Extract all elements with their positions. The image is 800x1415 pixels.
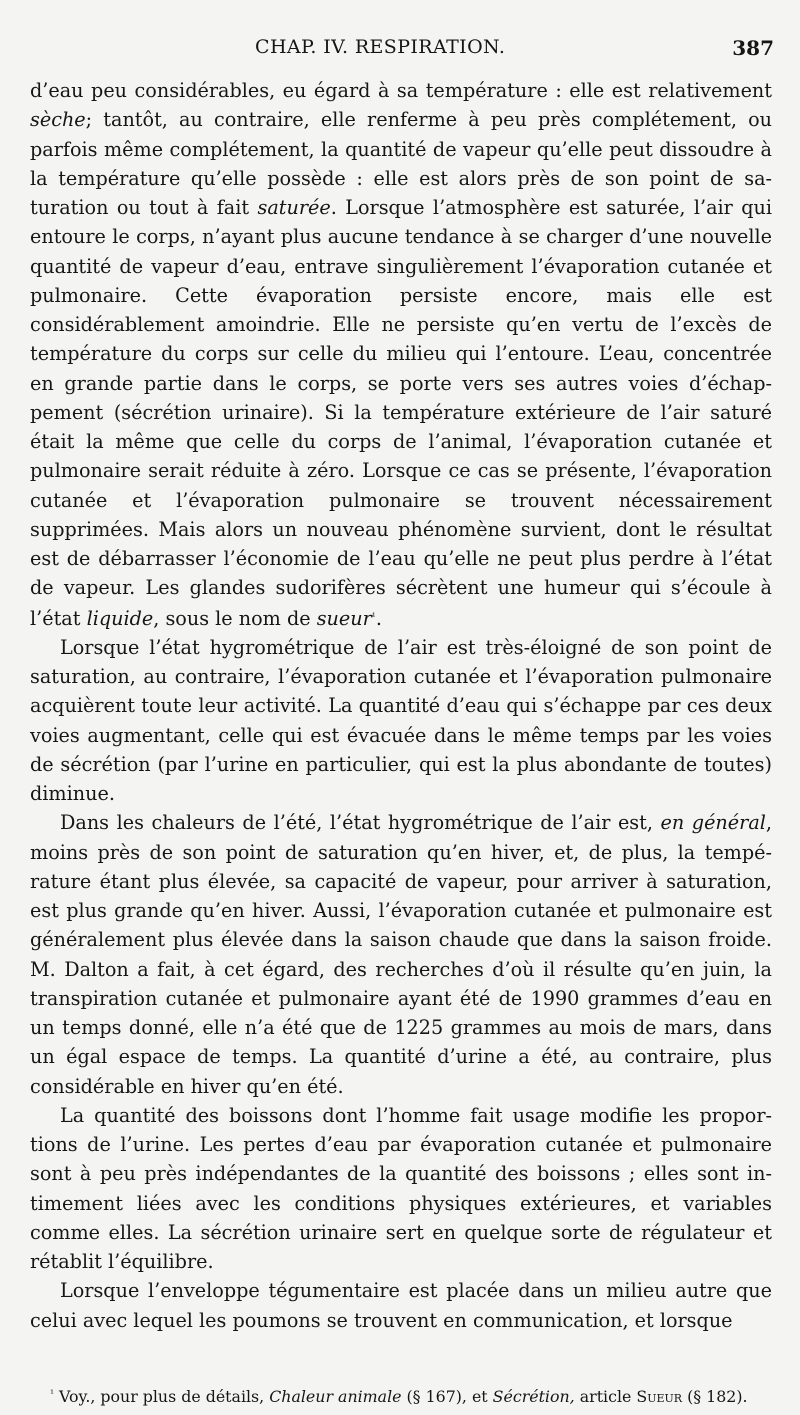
footnote-text-e: article xyxy=(574,1387,637,1406)
paragraph-1-text-e: . Lorsque l’atmosphère est saturée, l’air qui entoure le corps, n’ayant plus aucune tendance à se charger d’une nouvelle quantité de vapeur d’eau, entrave singulièrement l’évaporation cutanée et pulmonaire. Cette évaporation persiste encore, mais elle est considérablement amoindrie. Elle ne persiste qu’en vertu de l’excès de température du corps sur celle du milieu qui l’entoure. L’eau, concentrée en grande partie dans le corps, se porte vers ses autres voies d’échappement (sécrétion urinaire). Si la température extérieure de l’air saturé était la même que celle du corps de l’animal, l’évaporation cutanée et pulmonaire serait réduite à zéro. Lorsque ce cas se présente, l’évaporation cutanée et l’évaporation pulmonaire se trouvent nécessairement supprimées. Mais alors un nouveau phénomène survient, dont le résultat est de débarrasser l’économie de l’eau qu’elle ne peut plus perdre à l’état de vapeur. Les glandes sudorifères sécrètent une humeur qui s’écoule à l’état xyxy=(30,196,773,630)
paragraph-3 xyxy=(30,808,772,1101)
page-header xyxy=(0,30,800,64)
paragraph-3-text-a: Dans les chaleurs de l’été, l’état hygrométrique de l’air est, xyxy=(60,811,661,835)
paragraph-3-text-c: , moins près de son point de saturation qu’en hiver, et, de plus, la température étant plus élevée, sa capacité de vapeur, pour arriver à saturation, est plus grande qu’en hiver. Aussi, l’évaporation cutanée et pulmonaire est généralement plus élevée dans la saison chaude que dans la saison froide. M. Dalton a fait, à cet égard, des recherches d’où il résulte qu’en juin, la transpiration cutanée et pulmonaire ayant été de 1990 grammes d’eau en un temps donné, elle n’a été que de 1225 grammes au mois de mars, dans un égal espace de temps. La quantité d’urine a été, au contraire, plus considérable en hiver qu’en été. xyxy=(30,811,773,1098)
footnote-italic-secretion: Sécrétion, xyxy=(492,1387,575,1406)
italic-saturee: saturée xyxy=(257,196,331,219)
page-number: 387 xyxy=(732,36,774,60)
paragraph-1-text-c: ; tantôt, au contraire, elle renferme à peu près complétement, ou parfois même complétement, la quantité de vapeur qu’elle peut dissoudre à la température qu’elle possède : elle est alors près de son point de saturation ou tout à fait xyxy=(30,108,772,219)
main-text xyxy=(30,76,772,1335)
paragraph-5: Lorsque l’enveloppe tégumentaire est placée dans un milieu autre que celui avec lequel les poumons se trouvent en communication, et lorsque xyxy=(30,1279,772,1332)
paragraph-1 xyxy=(30,76,772,633)
footnote-reference-marker: ¹ xyxy=(371,611,376,623)
paragraph-4: La quantité des boissons dont l’homme fait usage modifie les proportions de l’urine. Les pertes d’eau par évaporation cutanée et pulmonaire sont à peu près indépendantes de la quantité des boissons ; elles sont intimement liées avec les conditions physiques extérieures, et variables comme elles. La sécrétion urinaire sert en quelque sorte de régulateur et rétablit l’équilibre. xyxy=(30,1103,772,1273)
footnote-text-c: (§ 167), et xyxy=(401,1387,493,1406)
footnote-marker: ¹ xyxy=(50,1389,55,1400)
footnote-smallcaps-sueur: Sueur xyxy=(636,1387,683,1406)
paragraph-1-text-j: . xyxy=(375,606,382,630)
italic-seche: sèche xyxy=(30,108,86,132)
footnote-text-g: (§ 182). xyxy=(682,1387,748,1406)
paragraph-1-text-a: d’eau peu considérables, eu égard à sa température : elle est relativement xyxy=(30,79,772,102)
running-title: CHAP. IV. RESPIRATION. xyxy=(255,36,506,58)
italic-en-general: en général xyxy=(660,811,766,835)
footnote xyxy=(50,1385,780,1407)
paragraph-2: Lorsque l’état hygrométrique de l’air est très-éloigné de son point de saturation, au contraire, l’évaporation cutanée et l’évaporation pulmonaire acquièrent toute leur activité. La quantité d’eau qui s’échappe par ces deux voies augmentant, celle qui est évacuée dans le même temps par les voies de sécrétion (par l’urine en particulier, qui est la plus abondante de toutes) diminue. xyxy=(30,635,772,805)
italic-sueur: sueur xyxy=(316,606,372,630)
paragraph-1-text-g: , sous le nom de xyxy=(153,606,317,630)
italic-liquide: liquide xyxy=(86,606,154,630)
footnote-text-a: Voy., pour plus de détails, xyxy=(54,1387,270,1406)
footnote-italic-chaleur-animale: Chaleur animale xyxy=(269,1387,402,1406)
